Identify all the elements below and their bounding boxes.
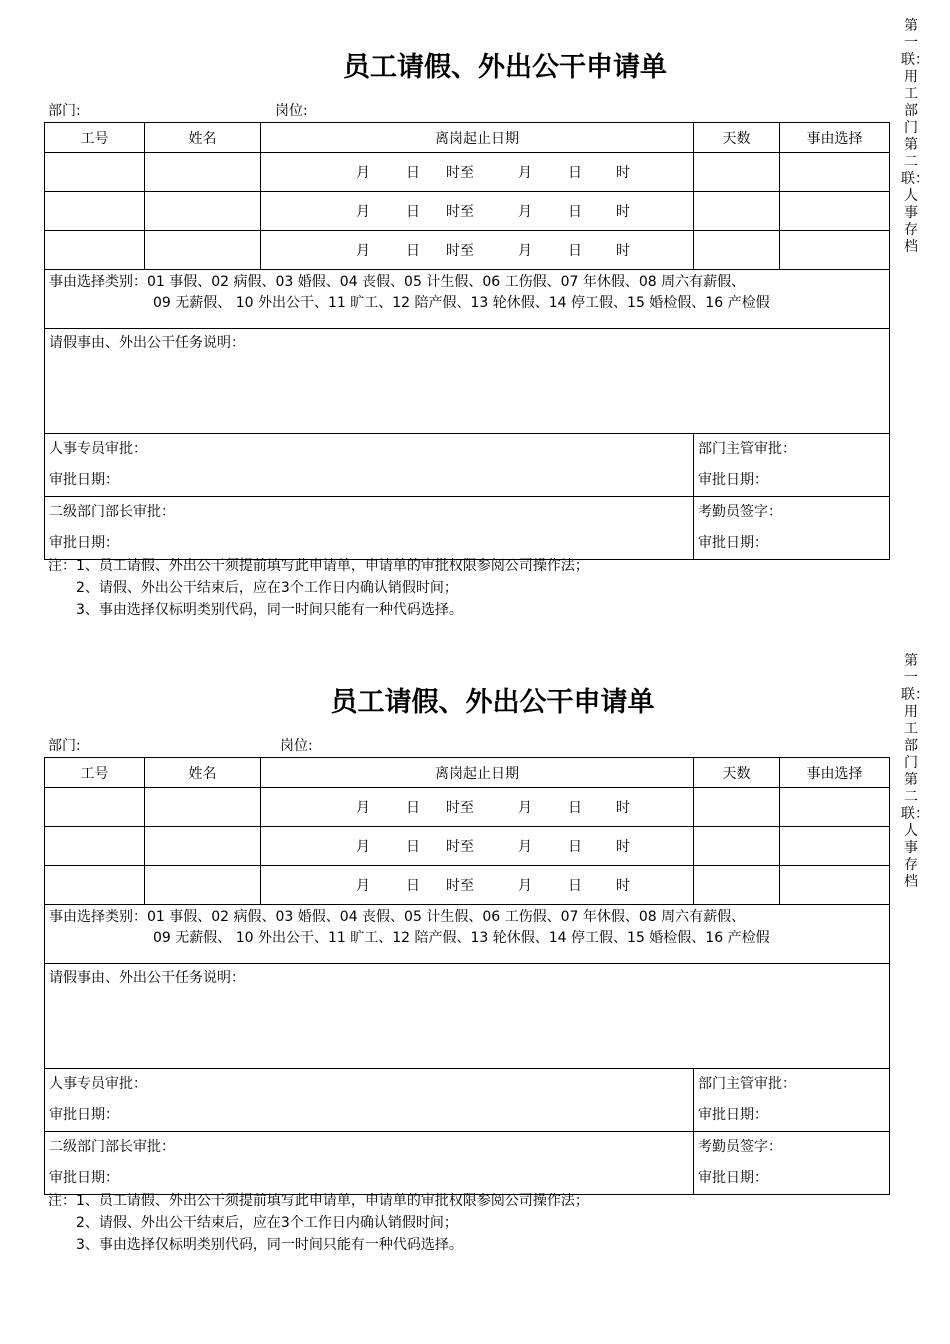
hr-approval-cell[interactable] xyxy=(45,434,694,497)
approval-date-label: 审批日期： xyxy=(49,1107,119,1123)
hr-approval-label: 人事专员审批： xyxy=(49,441,147,457)
emp-no-cell[interactable] xyxy=(45,827,145,866)
days-cell[interactable] xyxy=(694,866,780,905)
emp-no-cell[interactable] xyxy=(45,192,145,231)
approval-date-label: 审批日期： xyxy=(49,472,119,488)
date-range-cell[interactable]: 月 日 时至 月 日 时 xyxy=(261,827,694,866)
category-line-1: 事由选择类别：01 事假、02 病假、03 婚假、04 丧假、05 计生假、06 工伤假、07 年休假、08 周六有薪假、 xyxy=(49,909,746,925)
approval-date-label: 审批日期： xyxy=(698,472,768,488)
days-cell[interactable] xyxy=(694,788,780,827)
reason-select-cell[interactable] xyxy=(780,866,890,905)
form-title: 员工请假、外出公干申请单 xyxy=(343,52,667,83)
copy-label: 第一联：用工部门第二联：人事存档 xyxy=(901,18,929,255)
category-line-2: 09 无薪假、 10 外出公干、11 旷工、12 陪产假、13 轮休假、14 停工假、15 婚检假、16 产检假 xyxy=(153,295,770,311)
position-label: 岗位: xyxy=(280,738,313,754)
table-row xyxy=(45,192,890,231)
reason-select-cell[interactable] xyxy=(780,231,890,270)
dept-head-approval-cell[interactable] xyxy=(694,1069,890,1132)
reason-description-field[interactable] xyxy=(45,329,890,434)
header-emp-no: 工号 xyxy=(45,758,145,788)
category-cell xyxy=(45,905,890,964)
approval-date-label: 审批日期： xyxy=(49,535,119,551)
reason-select-cell[interactable] xyxy=(780,827,890,866)
approval-row-1 xyxy=(45,1069,890,1132)
category-line-2: 09 无薪假、 10 外出公干、11 旷工、12 陪产假、13 轮休假、14 停工假、15 婚检假、16 产检假 xyxy=(153,930,770,946)
days-cell[interactable] xyxy=(694,192,780,231)
note-3: 3、事由选择仅标明类别代码，同一时间只能有一种代码选择。 xyxy=(76,602,463,618)
note-2: 2、请假、外出公干结束后，应在3个工作日内确认销假时间； xyxy=(76,1215,458,1231)
attendance-sign-label: 考勤员签字： xyxy=(698,1139,782,1155)
note-1: 注：1、员工请假、外出公干须提前填写此申请单，申请单的审批权限参阅公司操作法； xyxy=(48,1193,589,1209)
attendance-sign-cell[interactable] xyxy=(694,497,890,560)
dept-head-approval-label: 部门主管审批： xyxy=(698,441,796,457)
header-emp-no: 工号 xyxy=(45,123,145,153)
table-row xyxy=(45,866,890,905)
days-cell[interactable] xyxy=(694,231,780,270)
level2-approval-cell[interactable] xyxy=(45,497,694,560)
date-range-cell[interactable]: 月 日 时至 月 日 时 xyxy=(261,866,694,905)
emp-no-cell[interactable] xyxy=(45,231,145,270)
header-row xyxy=(45,123,890,153)
category-row xyxy=(45,905,890,964)
header-name: 姓名 xyxy=(145,758,261,788)
table-row xyxy=(45,153,890,192)
leave-form-1 xyxy=(0,0,950,640)
days-cell[interactable] xyxy=(694,827,780,866)
notes xyxy=(48,1190,589,1256)
name-cell[interactable] xyxy=(145,231,261,270)
note-1: 注：1、员工请假、外出公干须提前填写此申请单，申请单的审批权限参阅公司操作法； xyxy=(48,558,589,574)
level2-approval-cell[interactable] xyxy=(45,1132,694,1195)
approval-row-2 xyxy=(45,1132,890,1195)
leave-form-2 xyxy=(0,635,950,1275)
name-cell[interactable] xyxy=(145,192,261,231)
approval-date-label: 审批日期： xyxy=(698,535,768,551)
name-cell[interactable] xyxy=(145,827,261,866)
date-range-cell[interactable]: 月 日 时至 月 日 时 xyxy=(261,231,694,270)
reason-select-cell[interactable] xyxy=(780,153,890,192)
header-row xyxy=(45,758,890,788)
form-title: 员工请假、外出公干申请单 xyxy=(330,687,655,718)
reason-row xyxy=(45,964,890,1069)
note-3: 3、事由选择仅标明类别代码，同一时间只能有一种代码选择。 xyxy=(76,1237,463,1253)
date-range-cell[interactable]: 月 日 时至 月 日 时 xyxy=(261,153,694,192)
approval-date-label: 审批日期： xyxy=(698,1170,768,1186)
date-range-cell[interactable]: 月 日 时至 月 日 时 xyxy=(261,788,694,827)
approval-row-1 xyxy=(45,434,890,497)
approval-date-label: 审批日期： xyxy=(49,1170,119,1186)
level2-approval-label: 二级部门部长审批： xyxy=(49,1139,175,1155)
table-row xyxy=(45,788,890,827)
category-cell xyxy=(45,270,890,329)
header-reason-select: 事由选择 xyxy=(780,123,890,153)
emp-no-cell[interactable] xyxy=(45,866,145,905)
attendance-sign-label: 考勤员签字： xyxy=(698,504,782,520)
hr-approval-label: 人事专员审批： xyxy=(49,1076,147,1092)
reason-select-cell[interactable] xyxy=(780,788,890,827)
reason-select-cell[interactable] xyxy=(780,192,890,231)
name-cell[interactable] xyxy=(145,866,261,905)
reason-label: 请假事由、外出公干任务说明： xyxy=(49,335,245,351)
category-row xyxy=(45,270,890,329)
table-row xyxy=(45,827,890,866)
header-days: 天数 xyxy=(694,758,780,788)
level2-approval-label: 二级部门部长审批： xyxy=(49,504,175,520)
date-range-cell[interactable]: 月 日 时至 月 日 时 xyxy=(261,192,694,231)
approval-row-2 xyxy=(45,497,890,560)
leave-table xyxy=(44,757,890,1195)
header-date-range: 离岗起止日期 xyxy=(261,123,694,153)
dept-head-approval-cell[interactable] xyxy=(694,434,890,497)
name-cell[interactable] xyxy=(145,788,261,827)
emp-no-cell[interactable] xyxy=(45,153,145,192)
hr-approval-cell[interactable] xyxy=(45,1069,694,1132)
dept-head-approval-label: 部门主管审批： xyxy=(698,1076,796,1092)
approval-date-label: 审批日期： xyxy=(698,1107,768,1123)
reason-row xyxy=(45,329,890,434)
department-label: 部门: xyxy=(48,103,81,119)
note-2: 2、请假、外出公干结束后，应在3个工作日内确认销假时间； xyxy=(76,580,458,596)
notes xyxy=(48,555,589,621)
copy-label: 第一联：用工部门第二联：人事存档 xyxy=(901,653,929,890)
table-row xyxy=(45,231,890,270)
header-days: 天数 xyxy=(694,123,780,153)
header-reason-select: 事由选择 xyxy=(780,758,890,788)
leave-table xyxy=(44,122,890,560)
category-line-1: 事由选择类别：01 事假、02 病假、03 婚假、04 丧假、05 计生假、06 工伤假、07 年休假、08 周六有薪假、 xyxy=(49,274,746,290)
name-cell[interactable] xyxy=(145,153,261,192)
header-name: 姓名 xyxy=(145,123,261,153)
attendance-sign-cell[interactable] xyxy=(694,1132,890,1195)
department-label: 部门: xyxy=(48,738,81,754)
days-cell[interactable] xyxy=(694,153,780,192)
emp-no-cell[interactable] xyxy=(45,788,145,827)
reason-description-field[interactable] xyxy=(45,964,890,1069)
header-date-range: 离岗起止日期 xyxy=(261,758,694,788)
reason-label: 请假事由、外出公干任务说明： xyxy=(49,970,245,986)
position-label: 岗位: xyxy=(275,103,308,119)
